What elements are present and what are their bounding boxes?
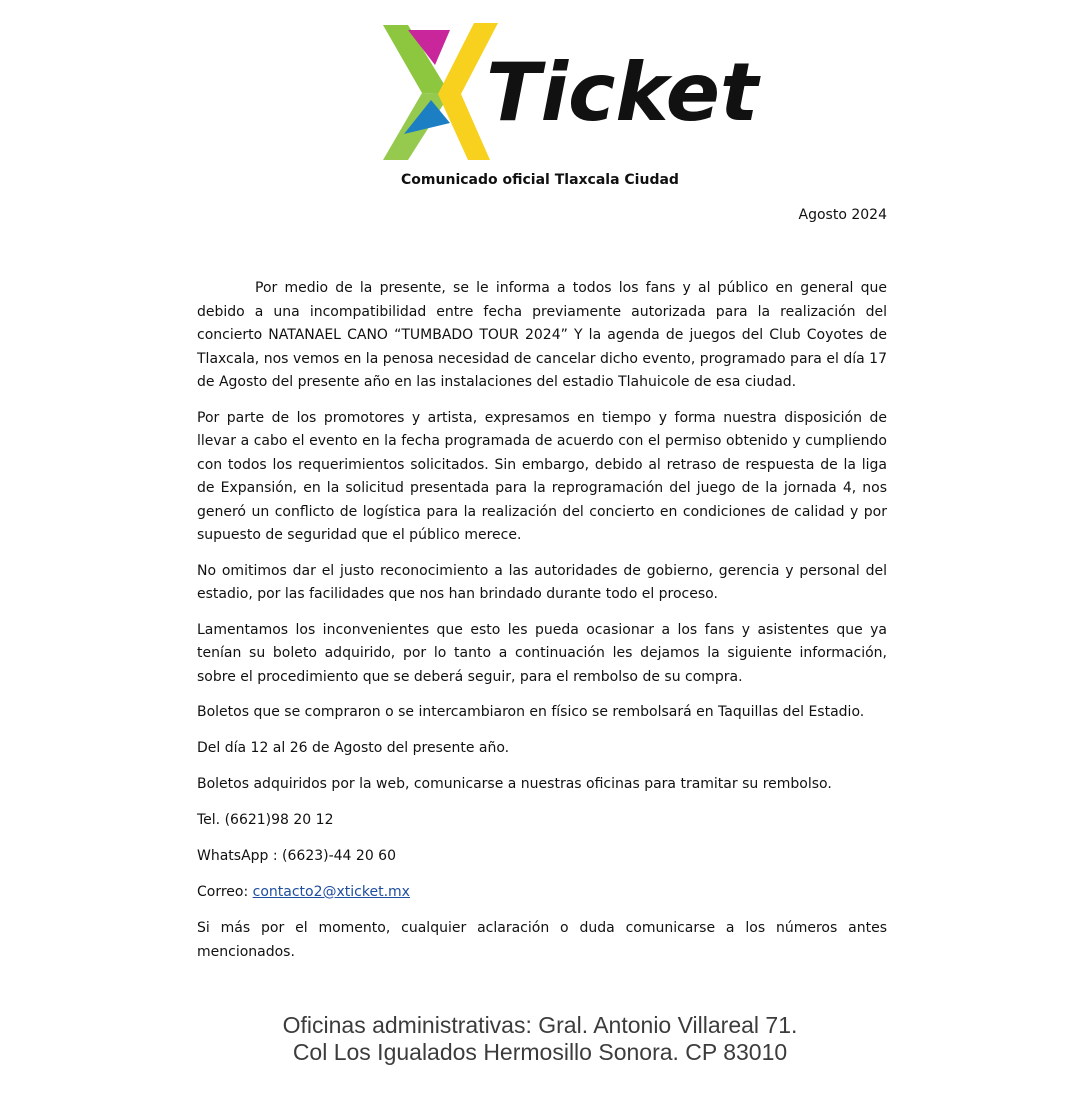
paragraph-notice: Por medio de la presente, se le informa a todos los fans y al público en general que debido a una incompatibilidad entre fecha previamente autorizada para la realización del concierto NATANAEL CANO “TUMBADO TOUR 2024” Y la agenda de juegos del Club Coyotes de Tlaxcala, nos vemos en la penosa necesidad de cancelar dicho evento, programado para el día 17 de Agosto del presente año en las instalaciones del estadio Tlahuicole de esa ciudad. — [197, 280, 887, 390]
logo-wordmark: Ticket — [486, 46, 759, 139]
document-body — [197, 277, 887, 976]
footer-line-1: Oficinas administrativas: Gral. Antonio Villareal 71. — [282, 1012, 798, 1038]
paragraph-acknowledgement: No omitimos dar el justo reconocimiento a las autoridades de gobierno, gerencia y personal del estadio, por las facilidades que nos han brindado durante todo el proceso. — [197, 562, 887, 602]
refund-physical: Boletos que se compraron o se intercambiaron en físico se rembolsará en Taquillas del Estadio. — [197, 704, 865, 720]
refund-dates: Del día 12 al 26 de Agosto del presente año. — [197, 740, 510, 756]
xticket-logo — [378, 20, 759, 165]
email-link[interactable]: contacto2@xticket.mx — [252, 884, 410, 900]
footer-line-2: Col Los Igualados Hermosillo Sonora. CP 83010 — [292, 1039, 788, 1065]
document-title: Comunicado oficial Tlaxcala Ciudad — [401, 172, 679, 188]
document-date: Agosto 2024 — [798, 207, 887, 223]
paragraph-promoters: Por parte de los promotores y artista, expresamos en tiempo y forma nuestra disposición de llevar a cabo el evento en la fecha programada de acuerdo con el permiso obtenido y cumpliendo con todos los requerimientos solicitados. Sin embargo, debido al retraso de respuesta de la liga de Expansión, en la solicitud presentada para la reprogramación del juego de la jornada 4, nos generó un conflicto de logística para la realización del concierto en condiciones de calidad y por supuesto de seguridad que el público merece. — [197, 409, 887, 543]
refund-web: Boletos adquiridos por la web, comunicarse a nuestras oficinas para tramitar su rembolso. — [197, 776, 832, 792]
email-line — [197, 881, 887, 905]
whatsapp-line: WhatsApp : (6623)-44 20 60 — [197, 848, 396, 864]
closing-paragraph: Si más por el momento, cualquier aclaración o duda comunicarse a los números antes mencionados. — [197, 920, 887, 960]
x-logo-icon — [378, 20, 759, 165]
paragraph-apology: Lamentamos los inconvenientes que esto les pueda ocasionar a los fans y asistentes que ya tenían su boleto adquirido, por lo tanto a continuación les dejamos la siguiente información, sobre el procedimiento que se deberá seguir, para el rembolso de su compra. — [197, 621, 887, 685]
phone-line: Tel. (6621)98 20 12 — [197, 812, 334, 828]
footer-address — [0, 1012, 1080, 1066]
email-label: Correo: — [197, 884, 253, 900]
